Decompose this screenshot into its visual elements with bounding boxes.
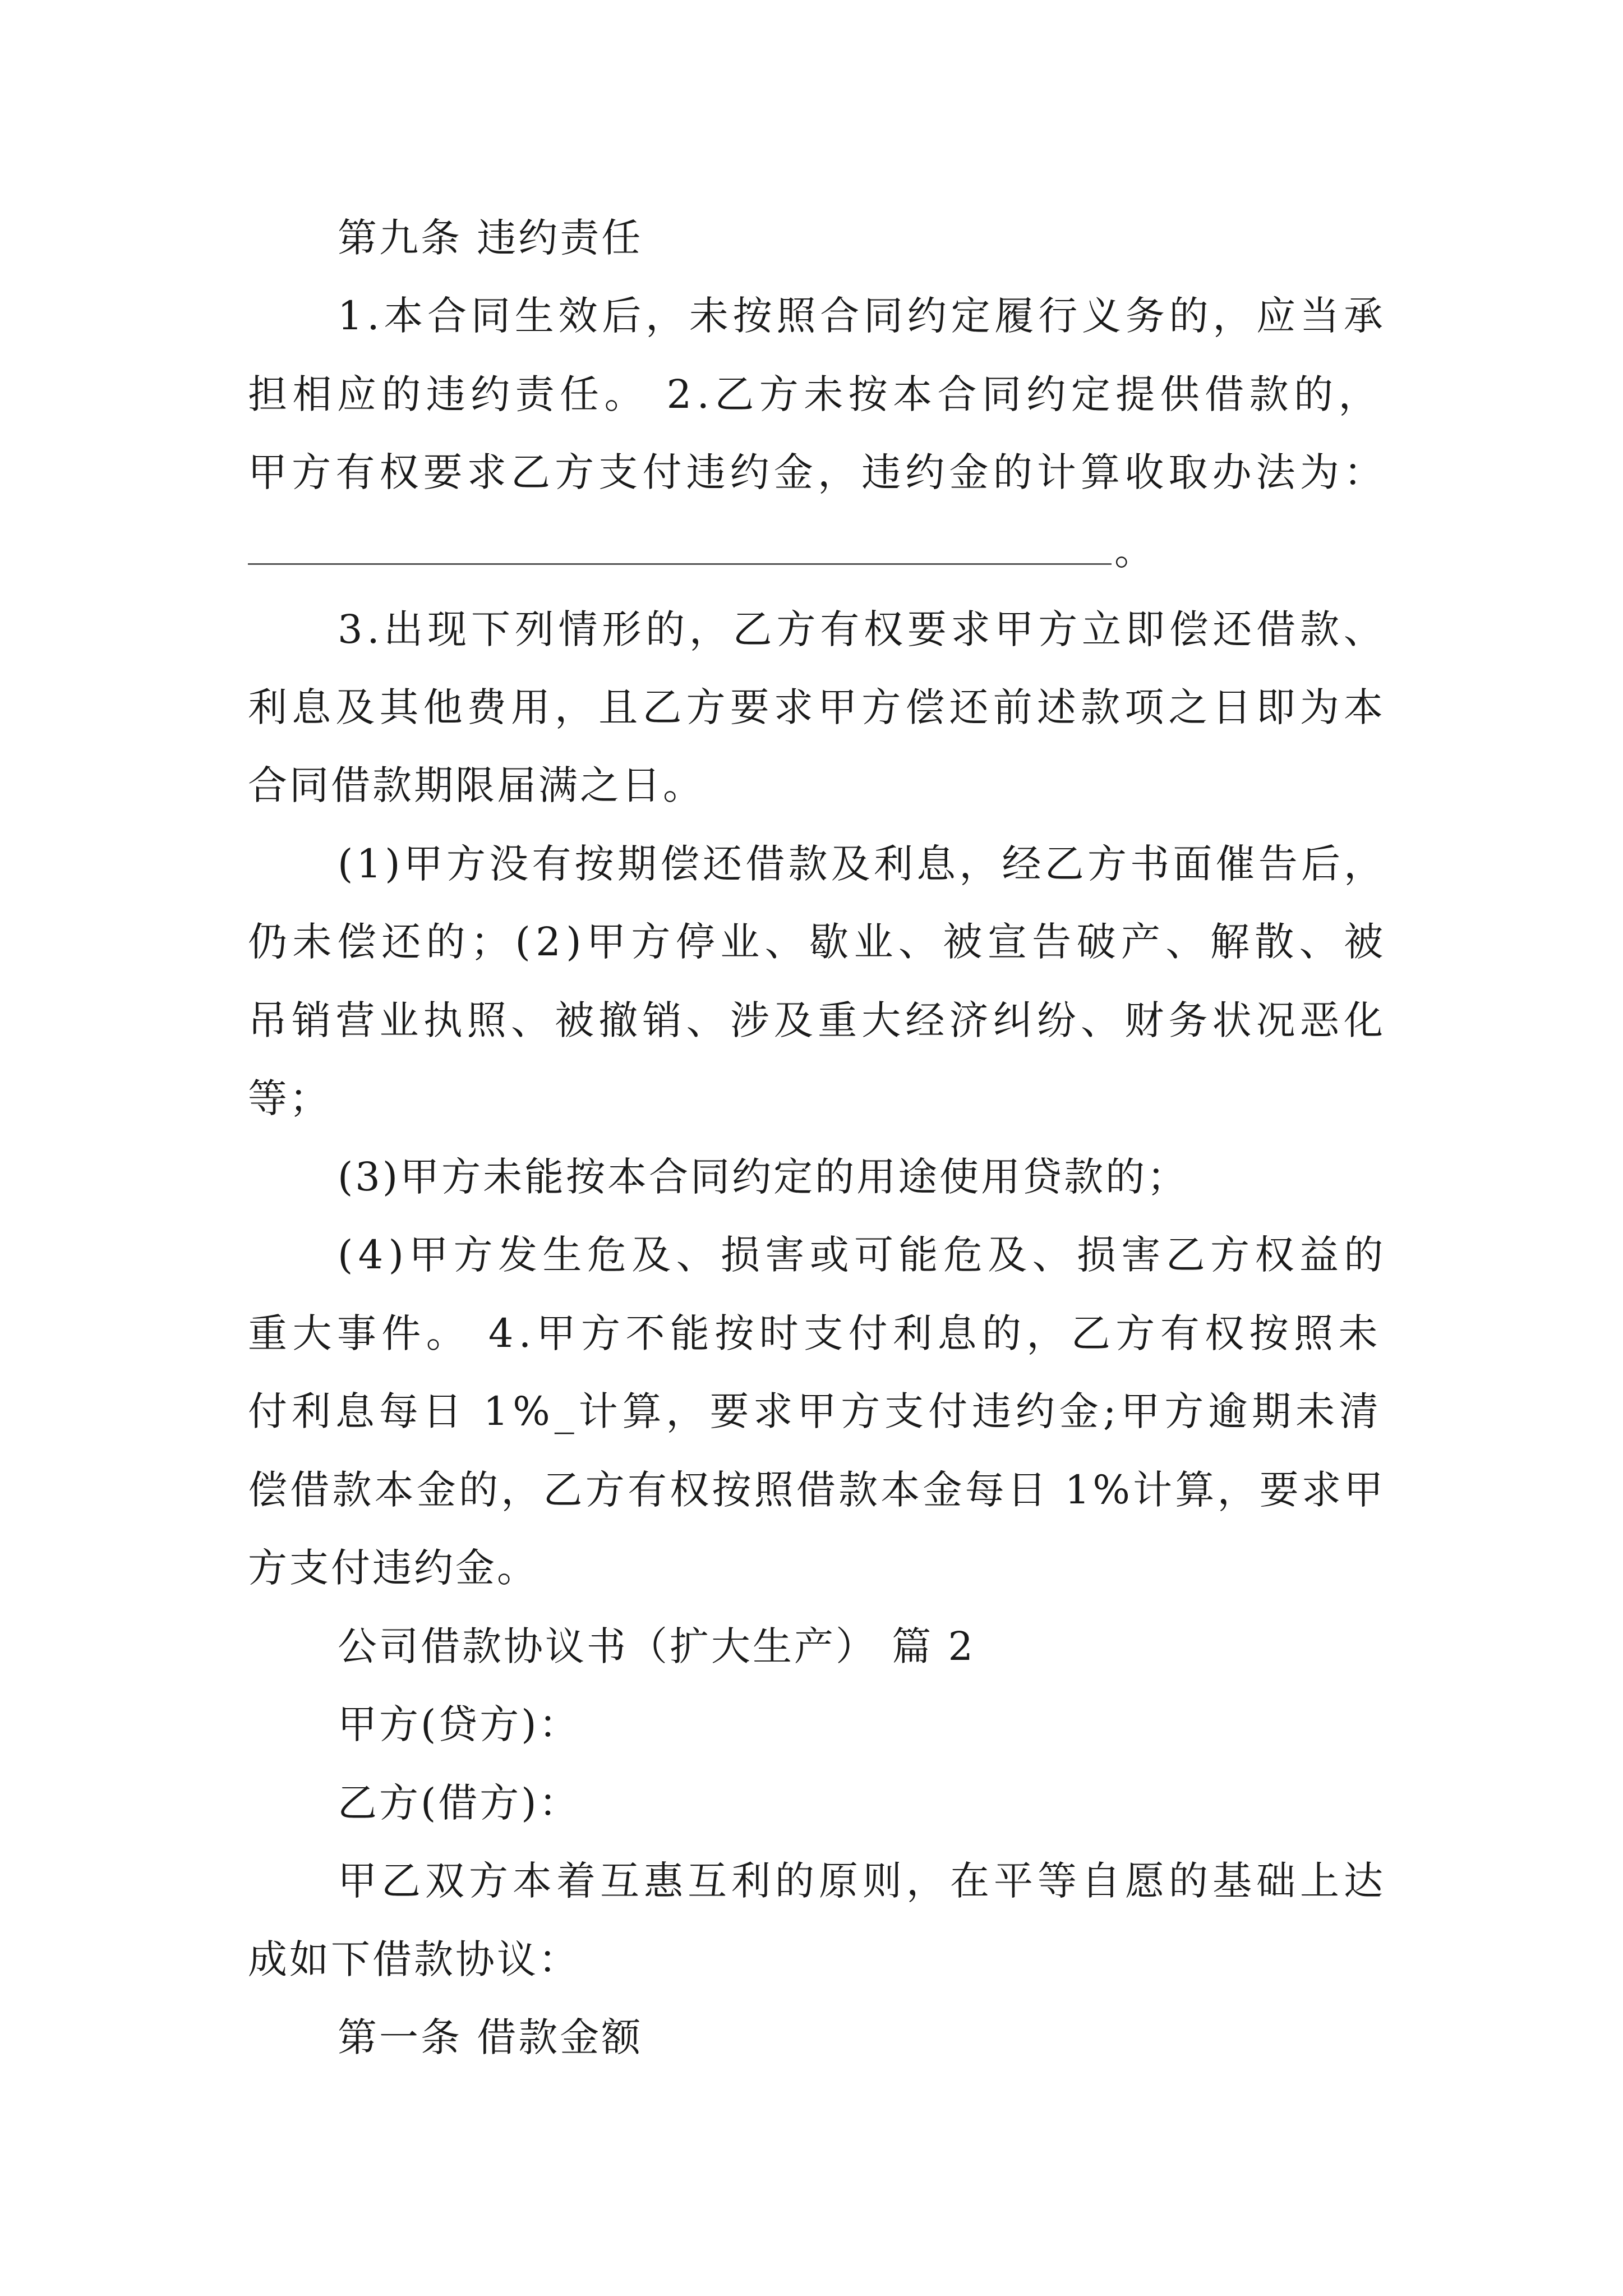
paragraph-line: (3)甲方未能按本合同约定的用途使用贷款的； bbox=[338, 1154, 1189, 1200]
paragraph-line: 仍未偿还的；(2)甲方停业、歇业、被宣告破产、解散、被 bbox=[248, 919, 1389, 965]
paragraph-line: (4)甲方发生危及、损害或可能危及、损害乙方权益的 bbox=[338, 1232, 1389, 1278]
paragraph-line: 重大事件。 4.甲方不能按时支付利息的，乙方有权按照未 bbox=[248, 1310, 1383, 1356]
article-1-heading: 第一条 借款金额 bbox=[338, 2014, 643, 2060]
blank-suffix: 。 bbox=[1114, 528, 1154, 574]
section-title: 公司借款协议书（扩大生产） 篇 2 bbox=[338, 1623, 976, 1669]
paragraph-line: 甲乙双方本着互惠互利的原则，在平等自愿的基础上达 bbox=[338, 1858, 1387, 1904]
paragraph-line: 方支付违约金。 bbox=[248, 1545, 538, 1591]
blank-underline bbox=[248, 563, 1112, 565]
paragraph-line: 付利息每日 1%_计算，要求甲方支付违约金;甲方逾期未清 bbox=[248, 1388, 1383, 1434]
article-9-heading: 第九条 违约责任 bbox=[338, 215, 643, 261]
paragraph-line: 偿借款本金的，乙方有权按照借款本金每日 1%计算，要求甲 bbox=[248, 1467, 1386, 1513]
paragraph-line: 合同借款期限届满之日。 bbox=[248, 762, 704, 808]
paragraph-line: 3.出现下列情形的，乙方有权要求甲方立即偿还借款、 bbox=[338, 606, 1387, 652]
fill-in-blank-line bbox=[248, 524, 1154, 578]
paragraph-line: 利息及其他费用，且乙方要求甲方偿还前述款项之日即为本 bbox=[248, 684, 1388, 730]
paragraph-line: 担相应的违约责任。 2.乙方未按本合同约定提供借款的， bbox=[248, 371, 1383, 417]
party-a-label: 甲方(贷方)： bbox=[338, 1701, 580, 1747]
paragraph-line: (1)甲方没有按期偿还借款及利息，经乙方书面催告后， bbox=[338, 841, 1387, 887]
paragraph-line: 1.本合同生效后，未按照合同约定履行义务的，应当承 bbox=[338, 293, 1387, 339]
paragraph-line: 等； bbox=[248, 1075, 331, 1121]
paragraph-line: 吊销营业执照、被撤销、涉及重大经济纠纷、财务状况恶化 bbox=[248, 997, 1388, 1043]
paragraph-line: 成如下借款协议： bbox=[248, 1936, 580, 1982]
party-b-label: 乙方(借方)： bbox=[338, 1780, 580, 1826]
paragraph-line: 甲方有权要求乙方支付违约金，违约金的计算收取办法为： bbox=[248, 449, 1388, 495]
